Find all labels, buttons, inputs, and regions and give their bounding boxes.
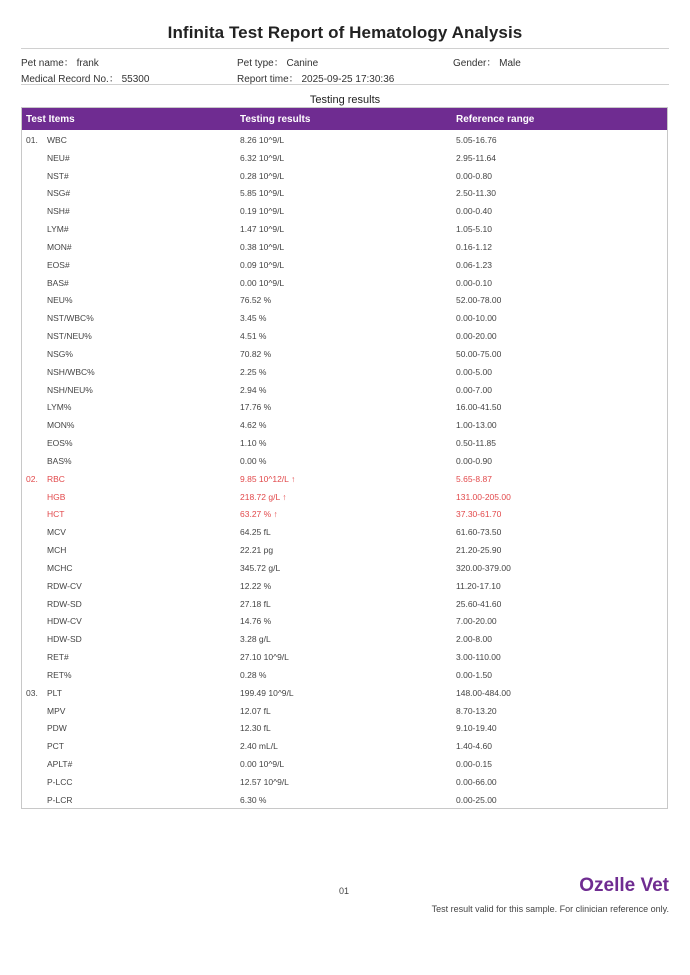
reference-range-value: 148.00-484.00: [456, 687, 511, 698]
test-item-name: LYM%: [47, 402, 72, 413]
table-row: [22, 774, 667, 792]
test-item-name: RDW-CV: [47, 580, 82, 591]
table-row: [22, 631, 667, 649]
test-item-name: BAS%: [47, 455, 72, 466]
test-item-name: HDW-CV: [47, 616, 82, 627]
test-result-value: 4.51 %: [240, 331, 267, 342]
reference-range-value: 131.00-205.00: [456, 491, 511, 502]
test-item-name: RDW-SD: [47, 598, 82, 609]
test-result-value: 1.47 10^9/L: [240, 224, 285, 235]
reference-range-value: 0.00-1.50: [456, 669, 492, 680]
test-item-name: NST/NEU%: [47, 331, 92, 342]
reference-range-value: 0.00-0.40: [456, 206, 492, 217]
test-result-value: 76.52 %: [240, 295, 272, 306]
reference-range-value: 0.00-0.90: [456, 455, 492, 466]
table-header: [22, 108, 667, 130]
reference-range-value: 2.95-11.64: [456, 152, 497, 163]
reference-range-value: 0.00-5.00: [456, 366, 492, 377]
test-result-value: 64.25 fL: [240, 527, 271, 538]
table-row: [22, 578, 667, 596]
test-result-value: 0.19 10^9/L: [240, 206, 285, 217]
test-result-value: 0.00 %: [240, 455, 267, 466]
test-item-name: WBC: [47, 135, 67, 145]
test-result-value: 4.62 %: [240, 420, 267, 431]
table-row: [22, 649, 667, 667]
reference-range-value: 0.00-20.00: [456, 331, 497, 342]
test-item-name: NSG%: [47, 348, 73, 359]
table-row: [22, 560, 667, 578]
table-row: [22, 506, 667, 524]
test-result-value: 0.09 10^9/L: [240, 259, 285, 270]
test-item-name: MCH: [47, 545, 67, 556]
table-row: [22, 203, 667, 221]
header-testing-results: Testing results: [240, 114, 311, 125]
reference-range-value: 2.00-8.00: [456, 634, 492, 645]
table-row: [22, 453, 667, 471]
test-item-name: RET#: [47, 652, 69, 663]
reference-range-value: 0.00-0.80: [456, 170, 492, 181]
reference-range-value: 5.65-8.87: [456, 473, 492, 484]
reference-range-value: 7.00-20.00: [456, 616, 497, 627]
table-row: [22, 185, 667, 203]
test-result-value: 345.72 g/L: [240, 562, 281, 573]
reference-range-value: 1.05-5.10: [456, 224, 492, 235]
test-result-value: 8.26 10^9/L: [240, 135, 285, 145]
test-result-value: 12.30 fL: [240, 723, 271, 734]
test-item-name: NSH#: [47, 206, 70, 217]
gender: Gender： Male: [453, 58, 521, 69]
test-item-name: NSG#: [47, 188, 71, 199]
test-item-name: NSH/WBC%: [47, 366, 95, 377]
test-item-name: APLT#: [47, 759, 73, 770]
pet-name: Pet name： frank: [21, 58, 99, 69]
medical-record-no: Medical Record No.： 55300: [21, 74, 150, 85]
reference-range-value: 0.00-0.15: [456, 759, 492, 770]
test-result-value: 0.00 10^9/L: [240, 759, 285, 770]
test-item-name: MPV: [47, 705, 66, 716]
test-item-name: NST/WBC%: [47, 313, 94, 324]
reference-range-value: 61.60-73.50: [456, 527, 502, 538]
test-result-value: 22.21 pg: [240, 545, 274, 556]
test-item-name: LYM#: [47, 224, 69, 235]
test-result-value: 12.07 fL: [240, 705, 271, 716]
footer-note: Test result valid for this sample. For clinician reference only.: [431, 904, 669, 914]
test-result-value: 9.85 10^12/L ↑: [240, 473, 296, 484]
reference-range-value: 16.00-41.50: [456, 402, 502, 413]
table-row: [22, 399, 667, 417]
reference-range-value: 0.06-1.23: [456, 259, 492, 270]
reference-range-value: 5.05-16.76: [456, 135, 497, 145]
table-row: [22, 239, 667, 257]
test-result-value: 14.76 %: [240, 616, 272, 627]
test-result-value: 218.72 g/L ↑: [240, 491, 287, 502]
reference-range-value: 21.20-25.90: [456, 545, 502, 556]
reference-range-value: 2.50-11.30: [456, 188, 497, 199]
test-item-name: MCHC: [47, 562, 73, 573]
test-item-name: P-LCR: [47, 794, 73, 805]
test-result-value: 5.85 10^9/L: [240, 188, 285, 199]
row-number: 03.: [26, 687, 38, 698]
table-row: [22, 328, 667, 346]
test-item-name: NST#: [47, 170, 69, 181]
row-number: 02.: [26, 473, 38, 484]
reference-range-value: 0.16-1.12: [456, 241, 492, 252]
test-result-value: 0.00 10^9/L: [240, 277, 285, 288]
table-row: [22, 417, 667, 435]
brand-logo: Ozelle Vet: [579, 875, 669, 896]
table-row: [22, 168, 667, 186]
test-item-name: RET%: [47, 669, 72, 680]
table-row: [22, 150, 667, 168]
table-row: [22, 524, 667, 542]
header-test-items: Test Items: [26, 114, 75, 125]
test-result-value: 17.76 %: [240, 402, 272, 413]
reference-range-value: 37.30-61.70: [456, 509, 502, 520]
table-row: [22, 257, 667, 275]
test-result-value: 27.10 10^9/L: [240, 652, 289, 663]
test-result-value: 12.22 %: [240, 580, 272, 591]
reference-range-value: 320.00-379.00: [456, 562, 511, 573]
table-row: [22, 221, 667, 239]
test-item-name: MON#: [47, 241, 72, 252]
test-result-value: 3.45 %: [240, 313, 267, 324]
reference-range-value: 25.60-41.60: [456, 598, 502, 609]
test-item-name: HGB: [47, 491, 66, 502]
test-result-value: 0.28 10^9/L: [240, 170, 285, 181]
table-row: [22, 275, 667, 293]
table-row: [22, 364, 667, 382]
table-row: [22, 667, 667, 685]
report-time: Report time： 2025-09-25 17:30:36: [237, 74, 395, 85]
reference-range-value: 0.00-66.00: [456, 776, 497, 787]
results-table: [21, 107, 668, 809]
reference-range-value: 8.70-13.20: [456, 705, 497, 716]
table-row: [22, 613, 667, 631]
test-item-name: HDW-SD: [47, 634, 82, 645]
table-row: [22, 738, 667, 756]
reference-range-value: 11.20-17.10: [456, 580, 501, 591]
test-result-value: 2.94 %: [240, 384, 267, 395]
reference-range-value: 0.00-7.00: [456, 384, 492, 395]
row-number: 01.: [26, 135, 38, 145]
reference-range-value: 52.00-78.00: [456, 295, 502, 306]
table-row: [22, 310, 667, 328]
test-item-name: NEU#: [47, 152, 70, 163]
test-item-name: MCV: [47, 527, 66, 538]
test-item-name: HCT: [47, 509, 65, 520]
table-row: [22, 703, 667, 721]
test-result-value: 70.82 %: [240, 348, 272, 359]
test-result-value: 199.49 10^9/L: [240, 687, 294, 698]
reference-range-value: 0.00-0.10: [456, 277, 492, 288]
table-row: [22, 435, 667, 453]
test-item-name: PDW: [47, 723, 67, 734]
table-row: [22, 292, 667, 310]
table-row: [22, 346, 667, 364]
test-result-value: 63.27 % ↑: [240, 509, 278, 520]
reference-range-value: 3.00-110.00: [456, 652, 501, 663]
title-divider: [21, 48, 669, 49]
test-result-value: 2.40 mL/L: [240, 741, 278, 752]
table-row: [22, 471, 667, 489]
test-item-name: PCT: [47, 741, 64, 752]
table-row: [22, 596, 667, 614]
table-row: [22, 685, 667, 703]
test-result-value: 3.28 g/L: [240, 634, 271, 645]
reference-range-value: 9.10-19.40: [456, 723, 497, 734]
test-result-value: 6.30 %: [240, 794, 267, 805]
test-result-value: 27.18 fL: [240, 598, 271, 609]
test-item-name: NSH/NEU%: [47, 384, 93, 395]
reference-range-value: 1.40-4.60: [456, 741, 492, 752]
reference-range-value: 0.00-10.00: [456, 313, 497, 324]
test-result-value: 6.32 10^9/L: [240, 152, 285, 163]
reference-range-value: 0.00-25.00: [456, 794, 497, 805]
test-item-name: MON%: [47, 420, 75, 431]
reference-range-value: 50.00-75.00: [456, 348, 502, 359]
test-item-name: RBC: [47, 473, 65, 484]
section-title: Testing results: [309, 94, 381, 106]
test-item-name: PLT: [47, 687, 62, 698]
table-row: [22, 792, 667, 810]
table-row: [22, 382, 667, 400]
table-row: [22, 542, 667, 560]
header-reference-range: Reference range: [456, 114, 535, 125]
test-item-name: EOS#: [47, 259, 70, 270]
test-result-value: 12.57 10^9/L: [240, 776, 289, 787]
table-row: [22, 132, 667, 150]
page-number: 01: [339, 886, 350, 896]
test-result-value: 0.38 10^9/L: [240, 241, 285, 252]
info-divider: [21, 84, 669, 85]
test-result-value: 2.25 %: [240, 366, 267, 377]
table-row: [22, 756, 667, 774]
test-result-value: 1.10 %: [240, 438, 267, 449]
reference-range-value: 1.00-13.00: [456, 420, 497, 431]
table-row: [22, 720, 667, 738]
pet-type: Pet type： Canine: [237, 58, 319, 69]
table-row: [22, 489, 667, 507]
test-item-name: NEU%: [47, 295, 73, 306]
report-title: Infinita Test Report of Hematology Analysis: [167, 23, 523, 42]
test-item-name: BAS#: [47, 277, 69, 288]
test-item-name: P-LCC: [47, 776, 73, 787]
reference-range-value: 0.50-11.85: [456, 438, 497, 449]
test-item-name: EOS%: [47, 438, 73, 449]
test-result-value: 0.28 %: [240, 669, 267, 680]
